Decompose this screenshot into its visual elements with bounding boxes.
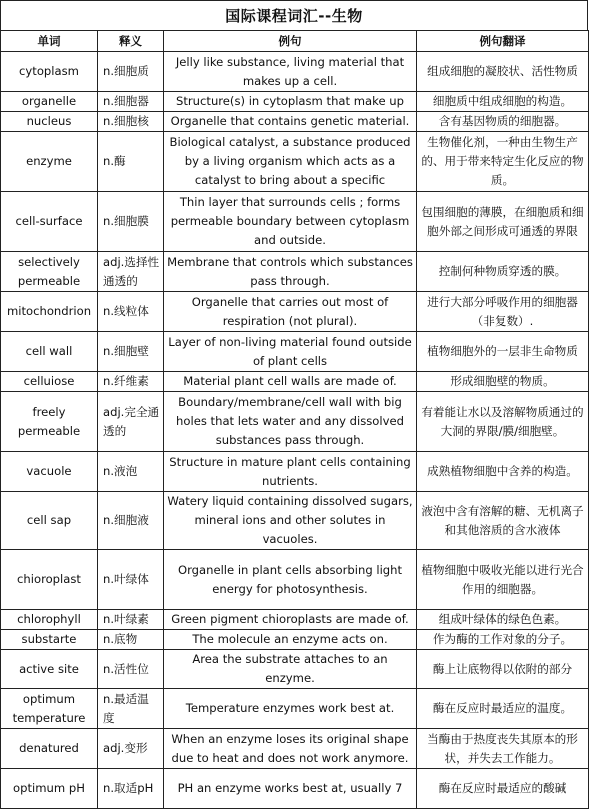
cell-meaning: n.底物 <box>98 630 164 650</box>
cell-word: chioroplast <box>1 550 98 610</box>
cell-translation: 包围细胞的薄膜，在细胞质和细胞外部之间形成可通透的界限 <box>417 192 589 252</box>
cell-word: substarte <box>1 630 98 650</box>
cell-meaning: n.细胞质 <box>98 52 164 92</box>
table-row <box>1 452 589 492</box>
cell-example: Organelle in plant cells absorbing light energy for photosynthesis. <box>164 550 417 610</box>
header-meaning: 释义 <box>98 31 164 52</box>
table-row <box>1 392 589 452</box>
table-row <box>1 132 589 192</box>
header-word: 单词 <box>1 31 98 52</box>
table-row <box>1 650 589 689</box>
cell-word: denatured <box>1 729 98 769</box>
vocabulary-table <box>0 30 589 809</box>
cell-meaning: n.液泡 <box>98 452 164 492</box>
table-row <box>1 729 589 769</box>
table-row <box>1 689 589 729</box>
cell-translation: 酶在反应时最适应的酸碱 <box>417 769 589 809</box>
cell-example: Structure in mature plant cells containing nutrients. <box>164 452 417 492</box>
cell-word: cell-surface <box>1 192 98 252</box>
cell-translation: 含有基因物质的细胞器。 <box>417 112 589 132</box>
cell-translation: 组成叶绿体的绿色色素。 <box>417 610 589 630</box>
cell-meaning: adj.选择性通透的 <box>98 252 164 292</box>
cell-translation: 酶上让底物得以依附的部分 <box>417 650 589 689</box>
cell-word: active site <box>1 650 98 689</box>
table-row <box>1 92 589 112</box>
table-row <box>1 492 589 550</box>
cell-meaning: n.最适温度 <box>98 689 164 729</box>
cell-example: When an enzyme loses its original shape due to heat and does not work anymore. <box>164 729 417 769</box>
cell-meaning: n.叶绿体 <box>98 550 164 610</box>
cell-example: PH an enzyme works best at, usually 7 <box>164 769 417 809</box>
cell-word: optimum temperature <box>1 689 98 729</box>
cell-example: Area the substrate attaches to an enzyme. <box>164 650 417 689</box>
cell-translation: 植物细胞外的一层非生命物质 <box>417 332 589 372</box>
cell-word: cytoplasm <box>1 52 98 92</box>
table-row <box>1 332 589 372</box>
table-row <box>1 372 589 392</box>
cell-example: Temperature enzymes work best at. <box>164 689 417 729</box>
cell-example: Membrane that controls which substances pass through. <box>164 252 417 292</box>
cell-translation: 形成细胞壁的物质。 <box>417 372 589 392</box>
cell-example: The molecule an enzyme acts on. <box>164 630 417 650</box>
table-header-row <box>1 31 589 52</box>
cell-word: vacuole <box>1 452 98 492</box>
cell-example: Watery liquid containing dissolved sugars, mineral ions and other solutes in vacuoles. <box>164 492 417 550</box>
cell-word: chlorophyll <box>1 610 98 630</box>
cell-example: Organelle that contains genetic material. <box>164 112 417 132</box>
cell-translation: 当酶由于热度丧失其原本的形状，并失去工作能力。 <box>417 729 589 769</box>
cell-example: Material plant cell walls are made of. <box>164 372 417 392</box>
cell-example: Biological catalyst, a substance produced by a living organism which acts as a catalyst to bring about a specific <box>164 132 417 192</box>
cell-word: cell sap <box>1 492 98 550</box>
cell-translation: 进行大部分呼吸作用的细胞器（非复数）. <box>417 292 589 332</box>
cell-meaning: n.酶 <box>98 132 164 192</box>
cell-word: celluiose <box>1 372 98 392</box>
cell-meaning: n.细胞核 <box>98 112 164 132</box>
cell-translation: 生物催化剂，一种由生物生产的、用于带来特定生化反应的物质。 <box>417 132 589 192</box>
cell-meaning: n.细胞膜 <box>98 192 164 252</box>
cell-example: Jelly like substance, living material that makes up a cell. <box>164 52 417 92</box>
cell-meaning: n.活性位 <box>98 650 164 689</box>
cell-example: Organelle that carries out most of respiration (not plural). <box>164 292 417 332</box>
cell-translation: 酶在反应时最适应的温度。 <box>417 689 589 729</box>
table-row <box>1 550 589 610</box>
cell-word: cell wall <box>1 332 98 372</box>
cell-meaning: adj.变形 <box>98 729 164 769</box>
table-row <box>1 112 589 132</box>
cell-example: Structure(s) in cytoplasm that make up <box>164 92 417 112</box>
header-example: 例句 <box>164 31 417 52</box>
cell-meaning: n.细胞液 <box>98 492 164 550</box>
header-translation: 例句翻译 <box>417 31 589 52</box>
cell-translation: 控制何种物质穿透的膜。 <box>417 252 589 292</box>
cell-meaning: n.纤维素 <box>98 372 164 392</box>
cell-translation: 有着能让水以及溶解物质通过的大洞的界限/膜/细胞壁。 <box>417 392 589 452</box>
table-row <box>1 252 589 292</box>
cell-meaning: adj.完全通透的 <box>98 392 164 452</box>
cell-example: Boundary/membrane/cell wall with big holes that lets water and any dissolved substances pass through. <box>164 392 417 452</box>
cell-word: nucleus <box>1 112 98 132</box>
cell-example: Green pigment chioroplasts are made of. <box>164 610 417 630</box>
cell-word: organelle <box>1 92 98 112</box>
cell-translation: 成熟植物细胞中含养的构造。 <box>417 452 589 492</box>
cell-example: Layer of non-living material found outside of plant cells <box>164 332 417 372</box>
cell-meaning: n.线粒体 <box>98 292 164 332</box>
cell-meaning: n.取适pH <box>98 769 164 809</box>
table-row <box>1 610 589 630</box>
cell-example: Thin layer that surrounds cells ; forms permeable boundary between cytoplasm and outside. <box>164 192 417 252</box>
cell-meaning: n.细胞壁 <box>98 332 164 372</box>
table-row <box>1 630 589 650</box>
table-row <box>1 769 589 809</box>
table-row <box>1 192 589 252</box>
cell-word: enzyme <box>1 132 98 192</box>
cell-translation: 植物细胞中吸收光能以进行光合作用的细胞器。 <box>417 550 589 610</box>
cell-translation: 组成细胞的凝胶状、活性物质 <box>417 52 589 92</box>
table-row <box>1 52 589 92</box>
cell-word: selectively permeable <box>1 252 98 292</box>
table-row <box>1 292 589 332</box>
cell-word: mitochondrion <box>1 292 98 332</box>
cell-translation: 作为酶的工作对象的分子。 <box>417 630 589 650</box>
cell-translation: 细胞质中组成细胞的构造。 <box>417 92 589 112</box>
cell-translation: 液泡中含有溶解的糖、无机离子和其他溶质的含水液体 <box>417 492 589 550</box>
cell-word: freely permeable <box>1 392 98 452</box>
cell-meaning: n.叶绿素 <box>98 610 164 630</box>
document-title: 国际课程词汇--生物 <box>0 0 588 30</box>
cell-meaning: n.细胞器 <box>98 92 164 112</box>
cell-word: optimum pH <box>1 769 98 809</box>
